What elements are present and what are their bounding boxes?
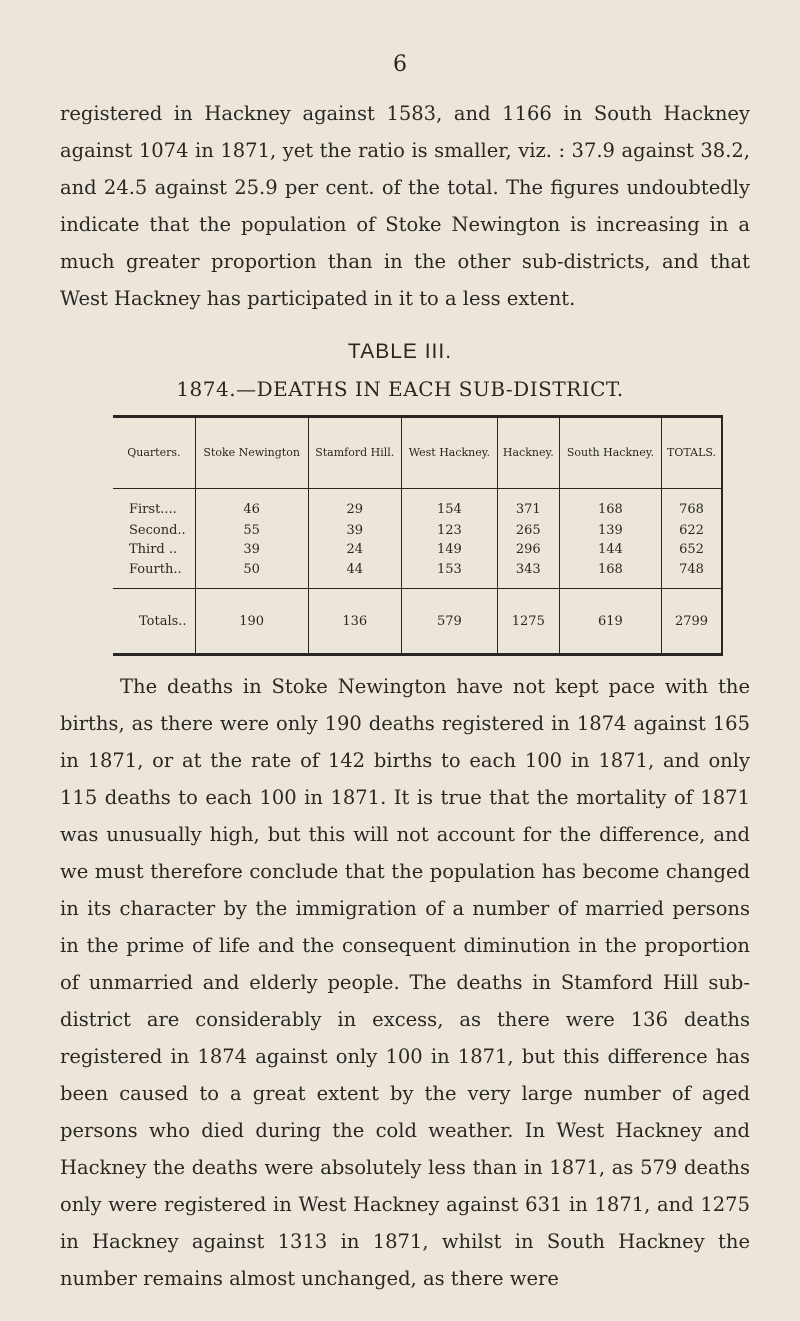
table-cell: 123 <box>401 520 497 540</box>
column-header: Quarters. <box>127 446 181 459</box>
column-header: TOTALS. <box>662 418 721 489</box>
table-cell: 748 <box>662 559 721 588</box>
body-paragraph: The deaths in Stoke Newington have not kept pace with the births, as there were only 190 deaths registered in 1874 against 165 in 1871, or at the rate of 142 births to each 100 in 1871, and only 115 deaths to each 100 in 1871. It is true that the mortality of 1871 was unusually high, but this will not account for the difference, and we must therefore conclude that the population has become changed in its character by the immigration of a number of married persons in the prime of life and the consequent diminution in the proportion of unmarried and elderly people. The deaths in Stamford Hill sub-district are considerably in excess, as there were 136 deaths registered in 1874 against only 100 in 1871, but this difference has been caused to a great extent by the very large number of aged persons who died during the cold weather. In West Hackney and Hackney the deaths were absolutely less than in 1871, as 579 deaths only were registered in West Hackney against 631 in 1871, and 1275 in Hackney against 1313 in 1871, whilst in South Hackney the number remains almost unchanged, as there were <box>60 675 750 1290</box>
table-cell: 24 <box>308 540 401 560</box>
table-row <box>113 540 721 560</box>
column-header: West Hackney. <box>401 418 497 489</box>
table-cell: 149 <box>401 540 497 560</box>
table-cell: 139 <box>559 520 661 540</box>
table-cell: 50 <box>195 559 308 588</box>
totals-cell: 190 <box>195 589 308 653</box>
table-cell: 168 <box>559 489 661 521</box>
table-cell: 768 <box>662 489 721 521</box>
table-title: TABLE III. <box>347 340 453 363</box>
column-header: South Hackney. <box>559 418 661 489</box>
table-row <box>113 559 721 588</box>
table-cell: First.... <box>113 489 195 521</box>
table-header-row <box>113 418 721 489</box>
totals-cell: Totals.. <box>113 589 195 653</box>
table-cell: 343 <box>497 559 559 588</box>
table-row <box>113 520 721 540</box>
totals-cell: 579 <box>401 589 497 653</box>
table-cell: 29 <box>308 489 401 521</box>
table-cell: 39 <box>195 540 308 560</box>
intro-paragraph: registered in Hackney against 1583, and 1166 in South Hackney against 1074 in 1871, yet the ratio is smaller, viz. : 37.9 against 38.2, and 24.5 against 25.9 per cent. of the total. The figures undoubtedly indicate that the population of Stoke Newington is increasing in a much greater proportion than in the other sub-districts, and that West Hackney has participated in it to a less extent. <box>60 102 750 310</box>
table-cell: 39 <box>308 520 401 540</box>
table-cell: 265 <box>497 520 559 540</box>
deaths-table-container <box>113 415 723 656</box>
table-cell: 622 <box>662 520 721 540</box>
table-cell: 44 <box>308 559 401 588</box>
table-cell: 46 <box>195 489 308 521</box>
table-cell: Third .. <box>129 542 178 558</box>
page-number: 6 <box>393 52 407 77</box>
table-cell: 153 <box>401 559 497 588</box>
column-header: Stamford Hill. <box>308 418 401 489</box>
totals-cell: 1275 <box>497 589 559 653</box>
totals-row <box>113 589 721 653</box>
totals-cell: 619 <box>559 589 661 653</box>
table-caption: 1874.—DEATHS IN EACH SUB-DISTRICT. <box>176 377 624 401</box>
table-cell: Fourth.. <box>129 562 182 578</box>
column-header: Hackney. <box>497 418 559 489</box>
table-cell: 371 <box>497 489 559 521</box>
table-cell: 144 <box>559 540 661 560</box>
column-header: Stoke Newington <box>195 418 308 489</box>
table-cell: 55 <box>195 520 308 540</box>
table-cell: 154 <box>401 489 497 521</box>
table-row <box>113 489 721 521</box>
totals-cell: 136 <box>308 589 401 653</box>
table-cell: Second.. <box>129 522 186 538</box>
totals-cell: 2799 <box>662 589 721 653</box>
table-cell: 168 <box>559 559 661 588</box>
deaths-table <box>113 418 721 653</box>
table-cell: 296 <box>497 540 559 560</box>
table-cell: 652 <box>662 540 721 560</box>
